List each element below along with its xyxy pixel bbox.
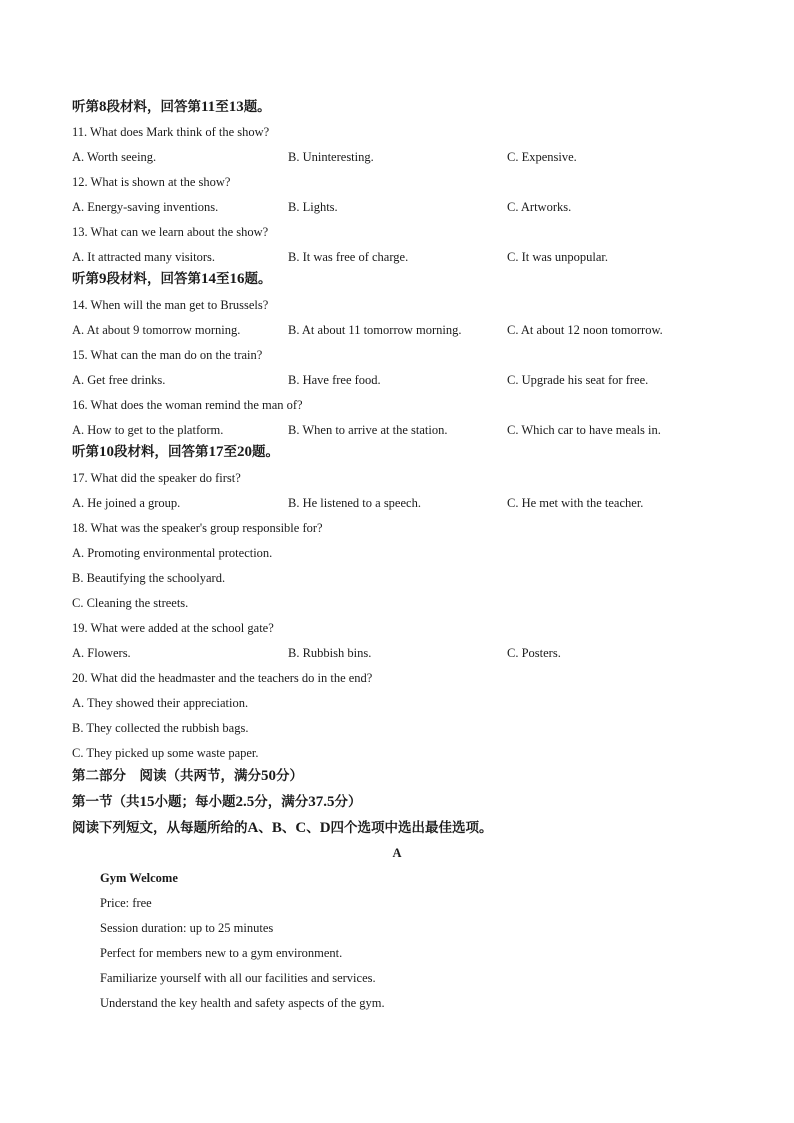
question-11: 11. What does Mark think of the show?	[72, 125, 270, 139]
option-c: C. Upgrade his seat for free.	[507, 373, 649, 387]
heading-text: 段材料，回答第	[106, 99, 201, 115]
heading-text: 段材料，回答第	[106, 271, 201, 287]
option-c: C. At about 12 noon tomorrow.	[507, 323, 663, 337]
option-b: B. Beautifying the schoolyard.	[72, 571, 226, 585]
option-a: A. Promoting environmental protection.	[72, 546, 273, 560]
option-b: B. They collected the rubbish bags.	[72, 721, 249, 735]
passage-letter: A	[392, 846, 402, 860]
heading-text: 第二部分 阅读（共两节，满分	[72, 768, 261, 784]
heading-number: 50	[261, 768, 276, 784]
heading-text: 、	[306, 820, 320, 836]
heading-number: 14	[201, 271, 216, 287]
option-b: B. At about 11 tomorrow morning.	[288, 323, 462, 337]
heading-text: 、	[258, 820, 272, 836]
heading-text: 听第	[72, 444, 99, 460]
passage-line: Familiarize yourself with all our facilities and services.	[100, 971, 376, 985]
option-letter: B	[271, 820, 282, 836]
heading-text: 阅读下列短文，从每题所给的	[72, 820, 248, 836]
heading-text: 、	[281, 820, 296, 836]
option-a: A. They showed their appreciation.	[72, 696, 249, 710]
heading-number: 10	[99, 444, 114, 460]
heading-number: 8	[99, 99, 107, 115]
option-b: B. It was free of charge.	[288, 250, 409, 264]
heading-number: 11	[201, 99, 216, 115]
option-a: A. At about 9 tomorrow morning.	[72, 323, 241, 337]
question-19: 19. What were added at the school gate?	[72, 621, 274, 635]
section-one-heading	[72, 793, 362, 811]
passage-line: Perfect for members new to a gym environment.	[100, 946, 343, 960]
option-c: C. It was unpopular.	[507, 250, 609, 264]
option-c: C. He met with the teacher.	[507, 496, 644, 510]
heading-number: 20	[237, 444, 252, 460]
section-heading-8	[72, 98, 271, 116]
passage-line: Price: free	[100, 896, 152, 910]
heading-text: 至	[223, 444, 237, 460]
option-c: C. Artworks.	[507, 200, 572, 214]
heading-text: 听第	[72, 99, 99, 115]
heading-number: 37.5	[308, 794, 335, 810]
question-18: 18. What was the speaker's group responsible for?	[72, 521, 323, 535]
option-a: A. Worth seeing.	[72, 150, 157, 164]
question-17: 17. What did the speaker do first?	[72, 471, 241, 485]
heading-text: 至	[216, 271, 230, 287]
question-20: 20. What did the headmaster and the teachers do in the end?	[72, 671, 373, 685]
question-13: 13. What can we learn about the show?	[72, 225, 269, 239]
option-b: B. Lights.	[288, 200, 338, 214]
heading-text: 第一节（共	[72, 794, 140, 810]
option-b: B. Uninteresting.	[288, 150, 374, 164]
option-a: A. Energy-saving inventions.	[72, 200, 219, 214]
question-14: 14. When will the man get to Brussels?	[72, 298, 269, 312]
heading-text: 题。	[244, 271, 272, 287]
question-12: 12. What is shown at the show?	[72, 175, 231, 189]
heading-text: 听第	[72, 271, 99, 287]
option-letter: C	[295, 820, 307, 836]
option-b: B. He listened to a speech.	[288, 496, 421, 510]
heading-text: 分）	[334, 794, 362, 810]
option-c: C. They picked up some waste paper.	[72, 746, 259, 760]
passage-title: Gym Welcome	[100, 871, 178, 885]
heading-number: 16	[229, 271, 245, 287]
part-two-heading	[72, 767, 303, 785]
option-c: C. Cleaning the streets.	[72, 596, 189, 610]
heading-text: 分，满分	[254, 794, 309, 810]
heading-text: 题。	[252, 444, 279, 460]
heading-number: 13	[228, 99, 244, 115]
heading-text: 至	[215, 99, 229, 115]
heading-text: 题。	[243, 99, 271, 115]
heading-text: 四个选项中选出最佳选项。	[330, 820, 493, 836]
option-a: A. Get free drinks.	[72, 373, 166, 387]
option-a: A. How to get to the platform.	[72, 423, 224, 437]
option-a: A. Flowers.	[72, 646, 131, 660]
option-b: B. Have free food.	[288, 373, 381, 387]
heading-number: 2.5	[235, 794, 255, 810]
passage-line: Session duration: up to 25 minutes	[100, 921, 274, 935]
question-16: 16. What does the woman remind the man of?	[72, 398, 303, 412]
reading-instructions	[72, 819, 493, 837]
option-c: C. Expensive.	[507, 150, 577, 164]
option-letter: A	[247, 820, 259, 836]
heading-number: 9	[99, 271, 107, 287]
heading-number: 15	[139, 794, 155, 810]
passage-line: Understand the key health and safety aspects of the gym.	[100, 996, 385, 1010]
option-c: C. Which car to have meals in.	[507, 423, 661, 437]
option-b: B. Rubbish bins.	[288, 646, 372, 660]
option-c: C. Posters.	[507, 646, 561, 660]
option-a: A. It attracted many visitors.	[72, 250, 216, 264]
heading-text: 段材料，回答第	[114, 444, 209, 460]
heading-text: 小题；每小题	[154, 794, 236, 810]
heading-text: 分）	[276, 768, 303, 784]
option-a: A. He joined a group.	[72, 496, 181, 510]
section-heading-10	[72, 443, 279, 461]
option-b: B. When to arrive at the station.	[288, 423, 448, 437]
option-letter: D	[319, 820, 331, 836]
section-heading-9	[72, 270, 272, 288]
heading-number: 17	[208, 444, 224, 460]
question-15: 15. What can the man do on the train?	[72, 348, 263, 362]
